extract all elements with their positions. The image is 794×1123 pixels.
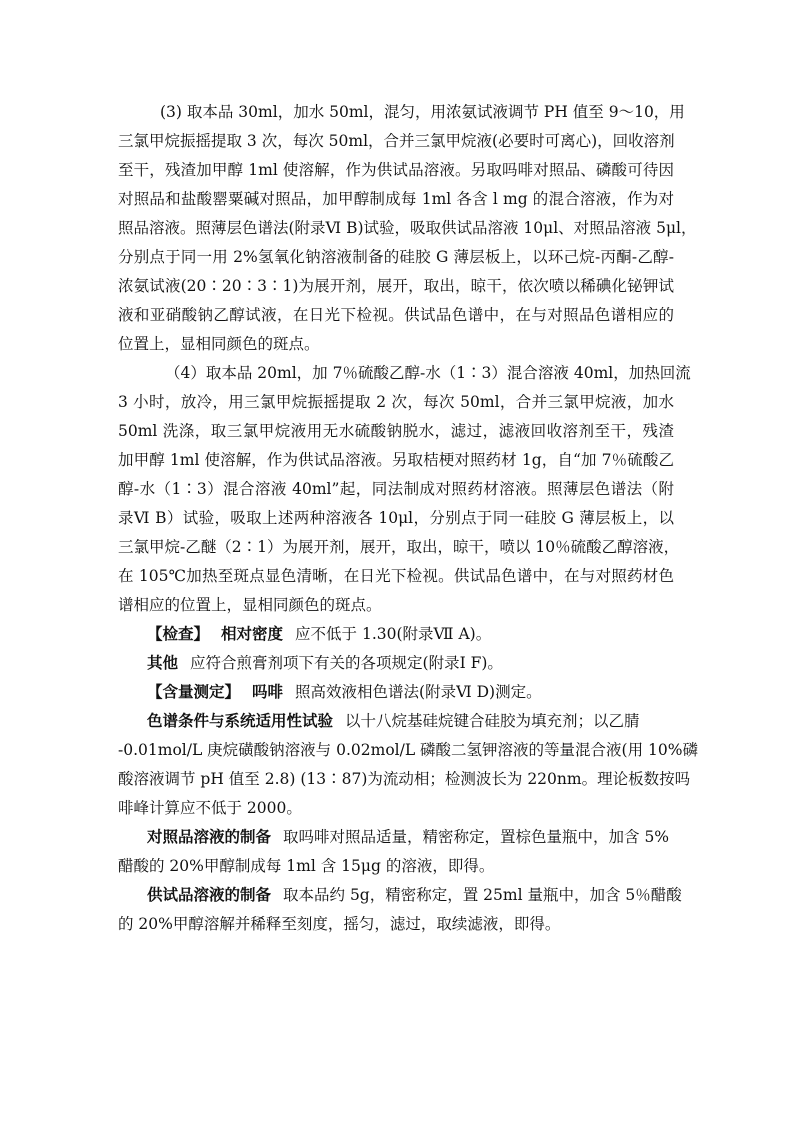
text-line: 啡峰计算应不低于 2000。 — [118, 799, 302, 817]
check-item: 相对密度 — [221, 625, 284, 643]
text-line: 酸溶液调节 pH 值至 2.8) (13∶87)为流动相；检测波长为 220nm。理论板数按吗 — [118, 770, 691, 788]
check-text: 应不低于 1.30(附录Ⅶ A)。 — [295, 625, 492, 643]
text-line: 的 20%甲醇溶解并稀释至刻度，摇匀，滤过，取续滤液，即得。 — [118, 915, 561, 933]
test-heading: 供试品溶液的制备 — [147, 886, 272, 904]
text-line: 三氯甲烷振摇提取 3 次，每次 50ml，合并三氯甲烷液(必要时可离心)，回收溶剂 — [118, 132, 675, 150]
text-line: (3) 取本品 30ml，加水 50ml，混匀，用浓氨试液调节 PH 值至 9～10，用 — [160, 103, 685, 121]
text-line: 照品溶液。照薄层色谱法(附录Ⅵ B)试验，吸取供试品溶液 10μl、对照品溶液 5μl， — [118, 219, 697, 237]
other-heading: 其他 — [147, 654, 179, 672]
other-section — [147, 653, 503, 673]
text-line: 3 小时，放冷，用三氯甲烷振摇提取 2 次，每次 50ml，合并三氯甲烷液，加水 — [118, 393, 674, 411]
check-section — [147, 624, 491, 644]
check-heading: 【检查】 — [147, 625, 210, 643]
chrom-heading: 色谱条件与系统适用性试验 — [147, 712, 334, 730]
text-line: 加甲醇 1ml 使溶解，作为供试品溶液。另取桔梗对照药材 1g，自“加 7％硫酸乙 — [118, 451, 674, 469]
ref-heading: 对照品溶液的制备 — [147, 828, 272, 846]
assay-section — [147, 682, 542, 702]
chrom-first-line — [147, 711, 640, 731]
text-line: 分别点于同一用 2%氢氧化钠溶液制备的硅胶 G 薄层板上，以环己烷-丙酮-乙醇- — [118, 248, 674, 266]
text-line: 对照品和盐酸罂粟碱对照品，加甲醇制成每 1ml 各含 l mg 的混合溶液，作为对 — [118, 190, 674, 208]
text-line: 醇-水（1∶3）混合溶液 40ml”起，同法制成对照药材溶液。照薄层色谱法（附 — [118, 480, 674, 498]
ref-first-line — [147, 827, 669, 847]
text-line: 浓氨试液(20∶20∶3∶1)为展开剂，展开，取出，晾干，依次喷以稀碘化铋钾试 — [118, 277, 674, 295]
text-line: （4）取本品 20ml，加 7％硫酸乙醇-水（1∶3）混合溶液 40ml，加热回流 — [165, 364, 691, 382]
text-line: 50ml 洗涤，取三氯甲烷液用无水硫酸钠脱水，滤过，滤液回收溶剂至干，残渣 — [118, 422, 674, 440]
text-line: 在 105℃加热至斑点显色清晰，在日光下检视。供试品色谱中，在与对照药材色 — [118, 567, 674, 585]
ref-first-text: 取吗啡对照品适量，精密称定，置棕色量瓶中，加含 5% — [283, 828, 670, 846]
other-text: 应符合煎膏剂项下有关的各项规定(附录Ⅰ F)。 — [190, 654, 503, 672]
chrom-first-text: 以十八烷基硅烷键合硅胶为填充剂；以乙腈 — [345, 712, 640, 730]
text-line: 位置上，显相同颜色的斑点。 — [118, 335, 320, 353]
text-line: 液和亚硝酸钠乙醇试液，在日光下检视。供试品色谱中，在与对照品色谱相应的 — [118, 306, 674, 324]
text-line: 醋酸的 20%甲醇制成每 1ml 含 15μg 的溶液，即得。 — [118, 857, 495, 875]
text-line: 谱相应的位置上，显相同颜色的斑点。 — [118, 596, 382, 614]
text-line: 三氯甲烷-乙醚（2∶1）为展开剂，展开，取出，晾干，喷以 10％硫酸乙醇溶液， — [118, 538, 680, 556]
test-first-text: 取本品约 5g，精密称定，置 25ml 量瓶中，加含 5％醋酸 — [283, 886, 682, 904]
assay-text: 照高效液相色谱法(附录Ⅵ D)测定。 — [295, 683, 542, 701]
text-line: 至干，残渣加甲醇 1ml 使溶解，作为供试品溶液。另取吗啡对照品、磷酸可待因 — [118, 161, 674, 179]
test-first-line — [147, 885, 682, 905]
text-line: 录Ⅵ B）试验，吸取上述两种溶液各 10μl，分别点于同一硅胶 G 薄层板上，以 — [118, 509, 674, 527]
text-line: -0.01mol/L 庚烷磺酸钠溶液与 0.02mol/L 磷酸二氢钾溶液的等量混合液(用 10%磷 — [118, 741, 698, 759]
assay-item: 吗啡 — [252, 683, 284, 701]
assay-heading: 【含量测定】 — [147, 683, 241, 701]
